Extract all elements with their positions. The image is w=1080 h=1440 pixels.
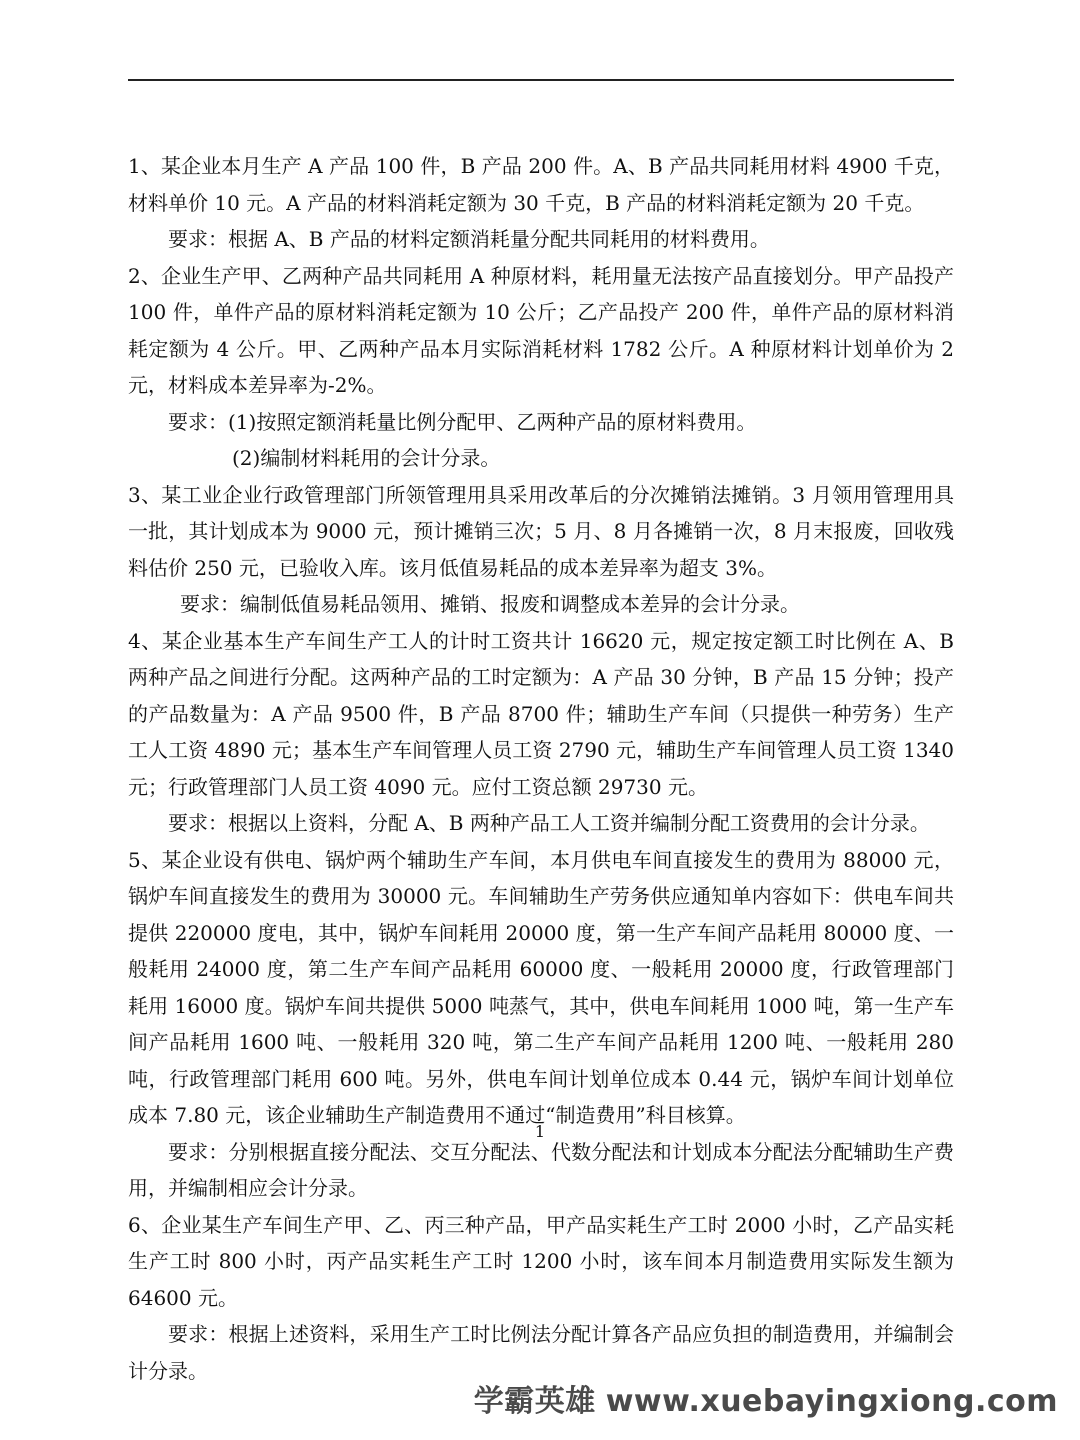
question-4-requirement: 要求：根据以上资料，分配 A、B 两种产品工人工资并编制分配工资费用的会计分录。 <box>168 811 930 835</box>
document-body <box>128 148 954 1389</box>
question-5: 5、某企业设有供电、锅炉两个辅助生产车间，本月供电车间直接发生的费用为 88000 元，锅炉车间直接发生的费用为 30000 元。车间辅助生产劳务供应通知单内容如下：供电车间共提供 220000 度电，其中，锅炉车间耗用 20000 度，第一生产车间产品耗用 80000 度、一般耗用 24000 度，第二生产车间产品耗用 60000 度、一般耗用 20000 度，行政管理部门耗用 16000 度。锅炉车间共提供 5000 吨蒸气，其中，供电车间耗用 1000 吨，第一生产车间产品耗用 1600 吨、一般耗用 320 吨，第二生产车间产品耗用 1200 吨、一般耗用 280 吨，行政管理部门耗用 600 吨。另外，供电车间计划单位成本 0.44 元，锅炉车间计划单位成本 7.80 元，该企业辅助生产制造费用不通过“制造费用”科目核算。 <box>128 847 954 1127</box>
question-2-requirement: 要求：(1)按照定额消耗量比例分配甲、乙两种产品的原材料费用。 <box>168 409 757 434</box>
question-3-requirement: 要求：编制低值易耗品领用、摊销、报废和调整成本差异的会计分录。 <box>180 592 800 616</box>
page-number: 1 <box>534 1122 546 1141</box>
question-3: 3、某工业企业行政管理部门所领管理用具采用改革后的分次摊销法摊销。3 月领用管理用具一批，其计划成本为 9000 元，预计摊销三次；5 月、8 月各摊销一次，8 月末报废，回收残料估价 250 元，已验收入库。该月低值易耗品的成本差异率为超支 3%。 <box>128 482 954 580</box>
question-6: 6、企业某生产车间生产甲、乙、丙三种产品，甲产品实耗生产工时 2000 小时，乙产品实耗生产工时 800 小时，丙产品实耗生产工时 1200 小时，该车间本月制造费用实际发生额为 64600 元。 <box>128 1212 954 1310</box>
header-rule <box>128 79 954 81</box>
question-2: 2、企业生产甲、乙两种产品共同耗用 A 种原材料，耗用量无法按产品直接划分。甲产品投产 100 件，单件产品的原材料消耗定额为 10 公斤；乙产品投产 200 件，单件产品的原材料消耗定额为 4 公斤。甲、乙两种产品本月实际消耗材料 1782 公斤。A 种原材料计划单价为 2 元，材料成本差异率为-2%。 <box>128 263 954 397</box>
question-5-requirement: 要求：分别根据直接分配法、交互分配法、代数分配法和计划成本分配法分配辅助生产费用，并编制相应会计分录。 <box>128 1139 954 1200</box>
question-1: 1、某企业本月生产 A 产品 100 件，B 产品 200 件。A、B 产品共同耗用材料 4900 千克，材料单价 10 元。A 产品的材料消耗定额为 30 千克，B 产品的材料消耗定额为 20 千克。 <box>128 154 954 215</box>
question-2-requirement-2: (2)编制材料耗用的会计分录。 <box>232 446 501 470</box>
watermark-brand: 学霸英雄 <box>473 1384 596 1419</box>
question-6-requirement: 要求：根据上述资料，采用生产工时比例法分配计算各产品应负担的制造费用，并编制会计分录。 <box>128 1322 954 1383</box>
question-4: 4、某企业基本生产车间生产工人的计时工资共计 16620 元，规定按定额工时比例在 A、B 两种产品之间进行分配。这两种产品的工时定额为：A 产品 30 分钟，B 产品 15 分钟；投产的产品数量为：A 产品 9500 件，B 产品 8700 件；辅助生产车间（只提供一种劳务）生产工人工资 4890 元；基本生产车间管理人员工资 2790 元，辅助生产车间管理人员工资 1340 元；行政管理部门人员工资 4090 元。应付工资总额 29730 元。 <box>128 628 954 799</box>
watermark-url: www.xuebayingxiong.com <box>605 1384 1058 1419</box>
watermark <box>464 1376 1058 1420</box>
question-1-requirement: 要求：根据 A、B 产品的材料定额消耗量分配共同耗用的材料费用。 <box>168 227 770 251</box>
